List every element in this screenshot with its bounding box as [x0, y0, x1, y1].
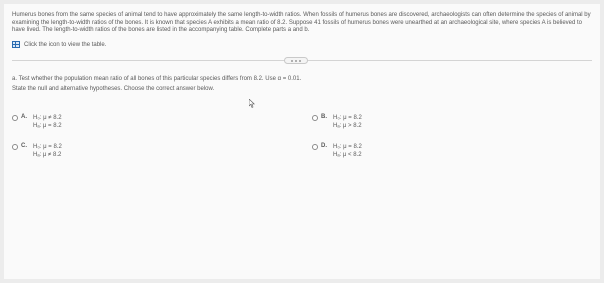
radio-button[interactable] — [312, 115, 318, 121]
radio-button[interactable] — [12, 144, 18, 150]
option-a[interactable] — [12, 114, 62, 130]
view-table-link[interactable] — [12, 41, 106, 48]
question-page — [4, 4, 600, 279]
null-hypothesis: H₀: μ = 8.2 — [333, 144, 362, 150]
null-hypothesis: H₀: μ = 8.2 — [33, 144, 62, 150]
option-letter: D. — [321, 143, 327, 149]
view-table-label: Click the icon to view the table. — [24, 41, 107, 48]
problem-intro: Humerus bones from the same species of animal tend to have approximately the same length-to-width ratios. When fossils of humerus bones are discovered, archaeologists can often determine the species of animal by examining the length-to-width ratios of the bones. It is known that species A exhibits a mean ratio of 8.2. Suppose 41 fossils of humerus bones were unearthed at an archaeological site, where species A is believed to have lived. The length-to-width ratios of the bones are listed in the accompanying table. Complete parts a and b. — [12, 12, 591, 34]
option-d[interactable] — [312, 143, 362, 159]
table-icon[interactable] — [12, 41, 20, 48]
option-c[interactable] — [12, 143, 62, 159]
alternative-hypothesis: Hₐ: μ = 8.2 — [33, 123, 62, 129]
option-letter: C. — [21, 143, 27, 149]
dot-icon — [299, 60, 301, 62]
radio-button[interactable] — [12, 115, 18, 121]
option-b[interactable] — [312, 114, 362, 130]
mouse-cursor-icon — [249, 99, 255, 108]
question-prompt: State the null and alternative hypotheses. Choose the correct answer below. — [12, 86, 215, 92]
dot-icon — [295, 60, 297, 62]
alternative-hypothesis: Hₐ: μ > 8.2 — [333, 123, 362, 129]
alternative-hypothesis: Hₐ: μ ≠ 8.2 — [33, 152, 62, 158]
alternative-hypothesis: Hₐ: μ < 8.2 — [333, 152, 362, 158]
option-letter: A. — [21, 114, 27, 120]
dot-icon — [291, 60, 293, 62]
null-hypothesis: H₀: μ = 8.2 — [333, 115, 362, 121]
option-letter: B. — [321, 114, 327, 120]
radio-button[interactable] — [312, 144, 318, 150]
null-hypothesis: H₀: μ ≠ 8.2 — [33, 115, 62, 121]
question-part-a: a. Test whether the population mean ratio of all bones of this particular species differs from 8.2. Use α = 0.01. — [12, 76, 302, 82]
expand-handle[interactable] — [284, 57, 308, 64]
